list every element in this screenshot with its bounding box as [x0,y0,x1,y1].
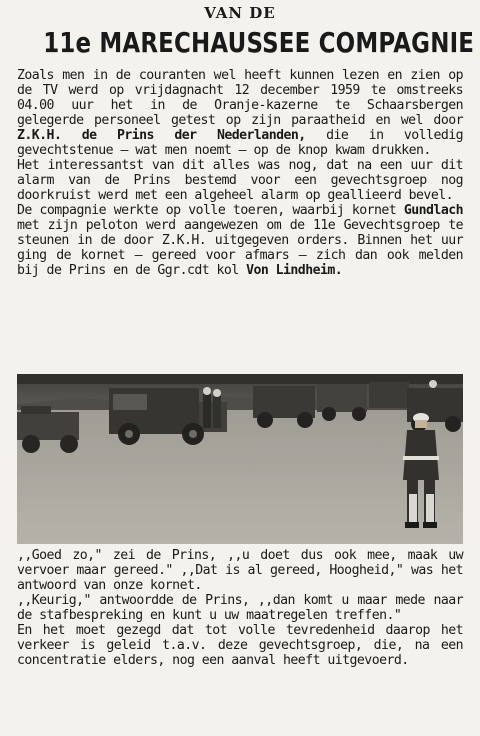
paragraph-1-text-c: die in volledig gevechtstenue — wat men noemt — op de knop kwam drukken. [17,128,464,158]
paragraph-2: Het interessantst van dit alles was nog, dat na een uur dit alarm van de Prins bestemd voor een gevechtsgroep nog doorkruist werd met een algeheel alarm op geallieerd bevel. [17,158,463,203]
article-body-top [17,68,463,278]
kornet-name: Gundlach [403,203,463,218]
kicker-heading: VAN DE [204,4,276,22]
colonel-name: Von Lindheim. [246,263,343,278]
article-headline: 11e MARECHAUSSEE COMPAGNIE [43,26,475,59]
paragraph-1-text-a: Zoals men in de couranten wel heeft kunnen lezen en zien op de TV werd op vrijdagnacht 12 december 1959 te omstreeks 04.00 uur het in de Oranje-kazerne te Schaarsbergen gelegerde personeel getest op zijn paraatheid en wel door [17,68,463,128]
article-body-bottom [17,548,463,668]
paragraph-5: ,,Keurig," antwoordde de Prins, ,,dan komt u maar mede naar de stafbespreking en kunt u uw maatregelen treffen." [17,593,463,623]
paragraph-1 [17,68,463,158]
prince-title: Z.K.H. de Prins der Nederlanden, [17,128,306,143]
photo-illustration [17,374,463,544]
military-vehicles-and-officer-photo [17,374,463,544]
paragraph-3-text-c: met zijn peloton werd aangewezen om de 11e Gevechtsgroep te steunen in de door Z.K.H. uitgegeven orders. Binnen het uur ging de kornet — gereed voor afmars — zich dan ook melden bij de Prins en de Ggr.cdt kol [17,218,463,278]
paragraph-6: En het moet gezegd dat tot volle tevredenheid daarop het verkeer is geleid t.a.v. deze gevechtsgroep, die, na een concentratie elders, nog een aanval heeft uitgevoerd. [17,623,463,668]
paragraph-3 [17,203,463,278]
paragraph-4: ,,Goed zo," zei de Prins, ,,u doet dus ook mee, maak uw vervoer maar gereed." ,,Dat is al gereed, Hoogheid," was het antwoord van onze kornet. [17,548,463,593]
paragraph-3-text-a: De compagnie werkte op volle toeren, waarbij kornet [17,203,404,218]
